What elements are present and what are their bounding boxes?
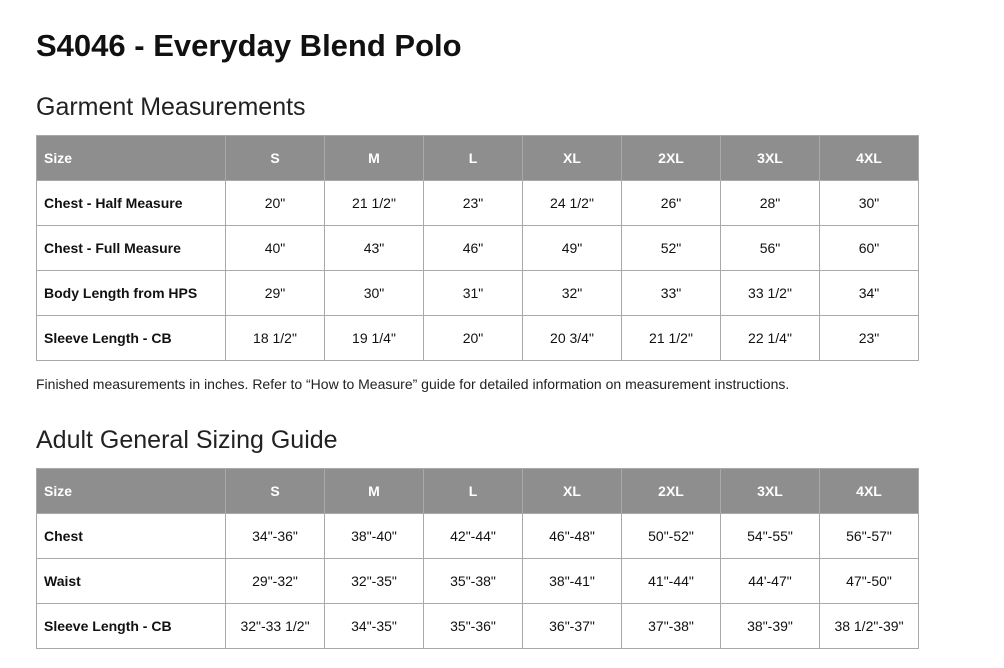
table-cell: 20" — [424, 316, 523, 361]
table-cell: 47"-50" — [820, 559, 919, 604]
sizing-guide-table — [36, 468, 919, 649]
table-cell: 30" — [820, 181, 919, 226]
table-row — [37, 181, 919, 226]
size-header-l: L — [424, 469, 523, 514]
table-cell: 33" — [622, 271, 721, 316]
size-column-header: Size — [37, 136, 226, 181]
table-cell: 32"-35" — [325, 559, 424, 604]
size-header-xl: XL — [523, 136, 622, 181]
table-cell: 33 1/2" — [721, 271, 820, 316]
table-row — [37, 271, 919, 316]
table-cell: 52" — [622, 226, 721, 271]
table-header-row — [37, 136, 919, 181]
table-cell: 49" — [523, 226, 622, 271]
table-cell: 30" — [325, 271, 424, 316]
size-header-3xl: 3XL — [721, 136, 820, 181]
table-row — [37, 604, 919, 649]
table-cell: 43" — [325, 226, 424, 271]
size-header-m: M — [325, 136, 424, 181]
table-cell: 32"-33 1/2" — [226, 604, 325, 649]
table-cell: 26" — [622, 181, 721, 226]
table-cell: 23" — [820, 316, 919, 361]
size-header-s: S — [226, 469, 325, 514]
table-cell: 38"-39" — [721, 604, 820, 649]
row-label: Chest — [37, 514, 226, 559]
table-cell: 54"-55" — [721, 514, 820, 559]
table-cell: 29" — [226, 271, 325, 316]
table-cell: 42"-44" — [424, 514, 523, 559]
garment-measurements-heading: Garment Measurements — [36, 93, 306, 121]
table-cell: 38"-40" — [325, 514, 424, 559]
size-column-header: Size — [37, 469, 226, 514]
table-cell: 23" — [424, 181, 523, 226]
table-row — [37, 514, 919, 559]
garment-measurements-table — [36, 135, 919, 361]
table-cell: 44'-47" — [721, 559, 820, 604]
table-cell: 56"-57" — [820, 514, 919, 559]
table-header-row — [37, 469, 919, 514]
table-cell: 31" — [424, 271, 523, 316]
row-label: Chest - Half Measure — [37, 181, 226, 226]
table-cell: 21 1/2" — [622, 316, 721, 361]
table-cell: 24 1/2" — [523, 181, 622, 226]
row-label: Sleeve Length - CB — [37, 316, 226, 361]
table-cell: 50"-52" — [622, 514, 721, 559]
size-header-4xl: 4XL — [820, 136, 919, 181]
table-cell: 60" — [820, 226, 919, 271]
table-cell: 29"-32" — [226, 559, 325, 604]
table-cell: 22 1/4" — [721, 316, 820, 361]
table-cell: 19 1/4" — [325, 316, 424, 361]
table-cell: 35"-38" — [424, 559, 523, 604]
table-cell: 28" — [721, 181, 820, 226]
table-cell: 20 3/4" — [523, 316, 622, 361]
table-cell: 34"-36" — [226, 514, 325, 559]
table-cell: 56" — [721, 226, 820, 271]
table-cell: 46"-48" — [523, 514, 622, 559]
measurement-note: Finished measurements in inches. Refer to “How to Measure” guide for detailed information on measurement instructions. — [36, 376, 790, 392]
size-header-3xl: 3XL — [721, 469, 820, 514]
size-header-m: M — [325, 469, 424, 514]
row-label: Waist — [37, 559, 226, 604]
table-cell: 34"-35" — [325, 604, 424, 649]
table-row — [37, 316, 919, 361]
table-row — [37, 559, 919, 604]
table-cell: 32" — [523, 271, 622, 316]
size-header-4xl: 4XL — [820, 469, 919, 514]
table-row — [37, 226, 919, 271]
row-label: Sleeve Length - CB — [37, 604, 226, 649]
row-label: Body Length from HPS — [37, 271, 226, 316]
size-header-2xl: 2XL — [622, 136, 721, 181]
table-cell: 36"-37" — [523, 604, 622, 649]
table-cell: 34" — [820, 271, 919, 316]
table-cell: 40" — [226, 226, 325, 271]
size-header-xl: XL — [523, 469, 622, 514]
table-cell: 41"-44" — [622, 559, 721, 604]
table-cell: 38"-41" — [523, 559, 622, 604]
size-header-l: L — [424, 136, 523, 181]
table-cell: 35"-36" — [424, 604, 523, 649]
table-cell: 38 1/2"-39" — [820, 604, 919, 649]
table-cell: 46" — [424, 226, 523, 271]
table-cell: 21 1/2" — [325, 181, 424, 226]
table-cell: 18 1/2" — [226, 316, 325, 361]
page-title: S4046 - Everyday Blend Polo — [36, 28, 462, 63]
size-header-s: S — [226, 136, 325, 181]
row-label: Chest - Full Measure — [37, 226, 226, 271]
table-cell: 37"-38" — [622, 604, 721, 649]
table-cell: 20" — [226, 181, 325, 226]
size-header-2xl: 2XL — [622, 469, 721, 514]
sizing-guide-heading: Adult General Sizing Guide — [36, 426, 338, 454]
